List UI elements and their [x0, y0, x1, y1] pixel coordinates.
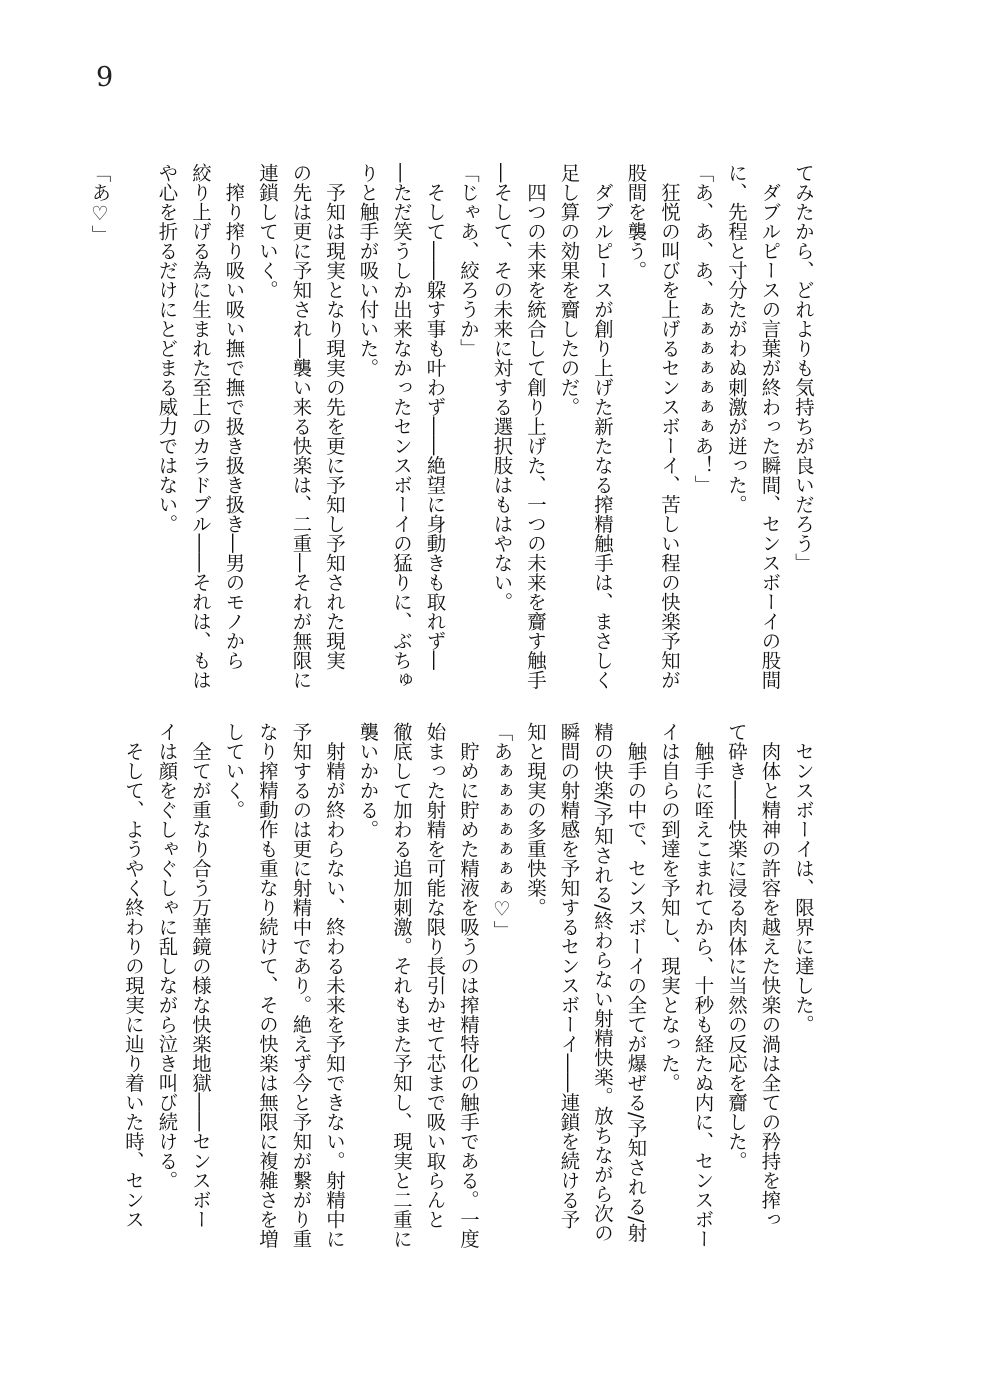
text-line: イは自らの到達を予知し、現実となった。	[658, 722, 681, 1093]
text-line: ダブルピースの言葉が終わった瞬間、センスボーイの股間	[758, 163, 782, 690]
text-line: 肉体と精神の許容を越えた快楽の渦は全ての矜持を搾っ	[758, 722, 782, 1229]
text-line: ―そして、その未来に対する選択肢はもはやない。	[490, 163, 514, 612]
lower-text-block	[117, 722, 821, 1272]
page-number: 9	[96, 62, 114, 93]
text-line: ―ただ笑うしか出来なかったセンスボーイの猛りに、ぶちゅ	[390, 163, 413, 690]
text-line: 予知するのは更に射精中であり。絶えず今と予知が繋がり重	[289, 722, 313, 1249]
text-line: に、先程と寸分たがわぬ刺激が迸った。	[725, 163, 748, 514]
text-line: そして――躱す事も叶わず――絶望に身動きも取れず―	[423, 163, 447, 670]
text-line: 絞り上げる為に生まれた至上のカラドブル――それは、もは	[189, 163, 212, 690]
text-line: 「じゃあ、絞ろうか」	[457, 163, 480, 358]
text-line: てみたから、どれよりも気持ちが良いだろう」	[792, 163, 815, 573]
text-line: 「あ♡」	[88, 163, 112, 245]
text-line: 触手に咥えこまれてから、十秒も経たぬ内に、センスボー	[691, 722, 715, 1249]
text-line: 徹底して加わる追加刺激。それもまた予知し、現実と二重に	[390, 722, 413, 1249]
text-line: 股間を襲う。	[624, 163, 648, 280]
text-line: 「あ、あ、あ、ぁぁぁぁぁぁぁあ！」	[691, 163, 715, 495]
text-line: 知と現実の多重快楽。	[524, 722, 547, 917]
text-line: イは顔をぐしゃぐしゃに乱しながら泣き叫び続ける。	[155, 722, 179, 1190]
text-line	[117, 163, 151, 693]
text-line: 「あぁぁぁぁぁぁぁ♡」	[490, 722, 514, 941]
text-line: 瞬間の射精感を予知するセンスボーイ――連鎖を続ける予	[557, 722, 581, 1229]
text-line: 全てが重なり合う万華鏡の様な快楽地獄――センスボー	[189, 722, 212, 1229]
text-line: 精の快楽/予知される/終わらない射精快楽。放ちながら次の	[591, 722, 614, 1243]
text-line: 触手の中で、センスボーイの全てが爆ぜる/予知される/射	[624, 722, 648, 1243]
text-line: そして、ようやく終わりの現実に辿り着いた時、センス	[122, 722, 145, 1229]
text-line: 搾り搾り吸い吸い撫で撫で扱き扱き扱き―男のモノから	[222, 163, 246, 670]
text-line: 貯めに貯めた精液を吸うのは搾精特化の触手である。一度	[457, 722, 480, 1249]
text-line: していく。	[222, 722, 246, 820]
text-line: ダブルピースが創り上げた新たなる搾精触手は、まさしく	[591, 163, 614, 690]
text-line: 四つの未来を統合して創り上げた、一つの未来を齎す触手	[524, 163, 547, 690]
text-line: 襲いかかる。	[356, 722, 380, 839]
text-line: や心を折るだけにとどまる威力ではない。	[155, 163, 179, 534]
text-line: センスボーイは、限界に達した。	[792, 722, 815, 1034]
text-line: 狂悦の叫びを上げるセンスボーイ、苦しい程の快楽予知が	[658, 163, 681, 690]
text-line: 予知は現実となり現実の先を更に予知し予知された現実	[323, 163, 346, 670]
text-line: なり搾精動作も重なり続けて、その快楽は無限に複雑さを増	[256, 722, 279, 1249]
text-line: て砕き――快楽に浸る肉体に当然の反応を齎した。	[725, 722, 748, 1171]
text-line: 始まった射精を可能な限り長引かせて芯まで吸い取らんと	[423, 722, 447, 1229]
text-line: りと触手が吸い付いた。	[356, 163, 380, 378]
text-line: 連鎖していく。	[256, 163, 279, 300]
text-line: の先は更に予知され―襲い来る快楽は、二重―それが無限に	[289, 163, 313, 690]
text-line: 足し算の効果を齎したのだ。	[557, 163, 581, 417]
text-line: 射精が終わらない、終わる未来を予知できない。射精中に	[323, 722, 346, 1249]
upper-text-block	[83, 163, 820, 693]
